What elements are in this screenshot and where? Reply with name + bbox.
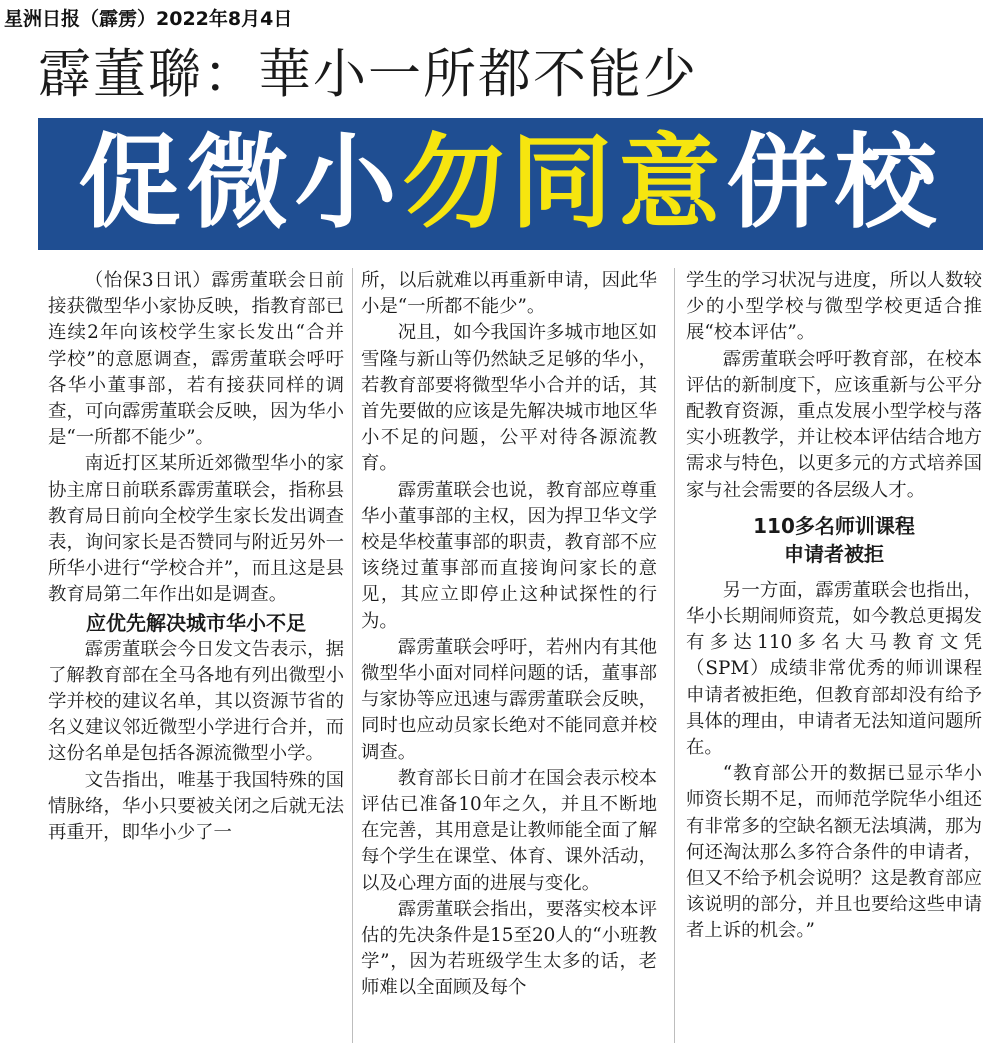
column-divider — [352, 268, 353, 1043]
article-column-3 — [686, 268, 982, 945]
headline-part-2: 勿同意 — [402, 124, 727, 243]
article-column-1 — [48, 268, 344, 846]
paragraph: 教育部长日前才在国会表示校本评估已准备10年之久，并且不断地在完善，其用意是让教师能全面了解每个学生在课堂、体育、课外活动，以及心理方面的进展与变化。 — [361, 767, 657, 894]
paragraph: 南近打区某所近郊微型华小的家协主席日前联系霹雳董联会，指称县教育局日前向全校学生家长发出调查表，询问家长是否赞同与附近另外一所华小进行“学校合并”，而且这是县教育局第二年作出如是调查。 — [48, 453, 344, 606]
paragraph: 所，以后就难以再重新申请，因此华小是“一所都不能少”。 — [361, 270, 657, 318]
subheading — [686, 512, 982, 568]
paragraph: “教育部公开的数据已显示华小师资长期不足，而师范学院华小组还有非常多的空缺名额无法填满，那为何还淘汰那么多符合条件的申请者，但又不给予机会说明？这是教育部应该说明的部分，并且也要给这些申请者上诉的机会。” — [686, 763, 982, 942]
paragraph: 霹雳董联会呼吁，若州内有其他微型华小面对同样问题的话，董事部与家协等应迅速与霹雳董联会反映，同时也应动员家长绝对不能同意并校调查。 — [361, 636, 657, 763]
subheading: 应优先解决城市华小不足 — [86, 610, 306, 635]
paragraph: （怡保3日讯）霹雳董联会日前接获微型华小家协反映，指教育部已连续2年向该校学生家长发出“合并学校”的意愿调查，霹雳董联会呼吁各华小董事部，若有接获同样的调查，可向霹雳董联会反映，因为华小是“一所都不能少”。 — [48, 270, 344, 449]
subheading-line-1: 110多名师训课程 — [753, 513, 915, 538]
paragraph: 霹雳董联会呼吁教育部，在校本评估的新制度下，应该重新与公平分配教育资源，重点发展小型学校与落实小班教学，并让校本评估结合地方需求与特色，以更多元的方式培养国家与社会需要的各层级人才。 — [686, 348, 982, 501]
paragraph: 文告指出，唯基于我国特殊的国情脉络，华小只要被关闭之后就无法再重开，即华小少了一 — [48, 769, 344, 844]
paragraph: 霹雳董联会指出，要落实校本评估的先决条件是15至20人的“小班教学”，因为若班级学生太多的话，老师难以全面顾及每个 — [361, 898, 657, 999]
subheading-line-2: 申请者被拒 — [784, 541, 884, 566]
paragraph: 学生的学习状况与进度，所以人数较少的小型学校与微型学校更适合推展“校本评估”。 — [686, 270, 982, 344]
article-column-2 — [361, 268, 657, 1002]
paragraph: 霹雳董联会也说，教育部应尊重华小董事部的主权，因为捍卫华文学校是华校董事部的职责，教育部不应该绕过董事部而直接询问家长的意见，其应立即停止这种试探性的行为。 — [361, 479, 657, 632]
paragraph: 况且，如今我国许多城市地区如雪隆与新山等仍然缺乏足够的华小，若教育部要将微型华小合并的话，其首先要做的应该是先解决城市地区华小不足的问题，公平对待各源流教育。 — [361, 322, 657, 475]
paragraph: 另一方面，霹雳董联会也指出，华小长期闹师资荒，如今教总更揭发有多达110多名大马教育文凭（SPM）成绩非常优秀的师训课程申请者被拒绝，但教育部却没有给予具体的理由，申请者无法知道问题所在。 — [686, 579, 982, 759]
kicker-headline: 霹董聯：華小一所都不能少 — [38, 44, 698, 105]
source-dateline: 星洲日报（霹雳）2022年8月4日 — [4, 8, 293, 30]
headline-banner — [38, 118, 983, 250]
column-divider — [674, 268, 675, 1043]
headline-part-1: 促微小 — [78, 124, 403, 243]
headline-part-3: 併校 — [726, 124, 943, 243]
paragraph: 霹雳董联会今日发文告表示，据了解教育部在全马各地有列出微型小学并校的建议名单，其以资源节省的名义建议邻近微型小学进行合并，而这份名单是包括各源流微型小学。 — [48, 638, 344, 765]
